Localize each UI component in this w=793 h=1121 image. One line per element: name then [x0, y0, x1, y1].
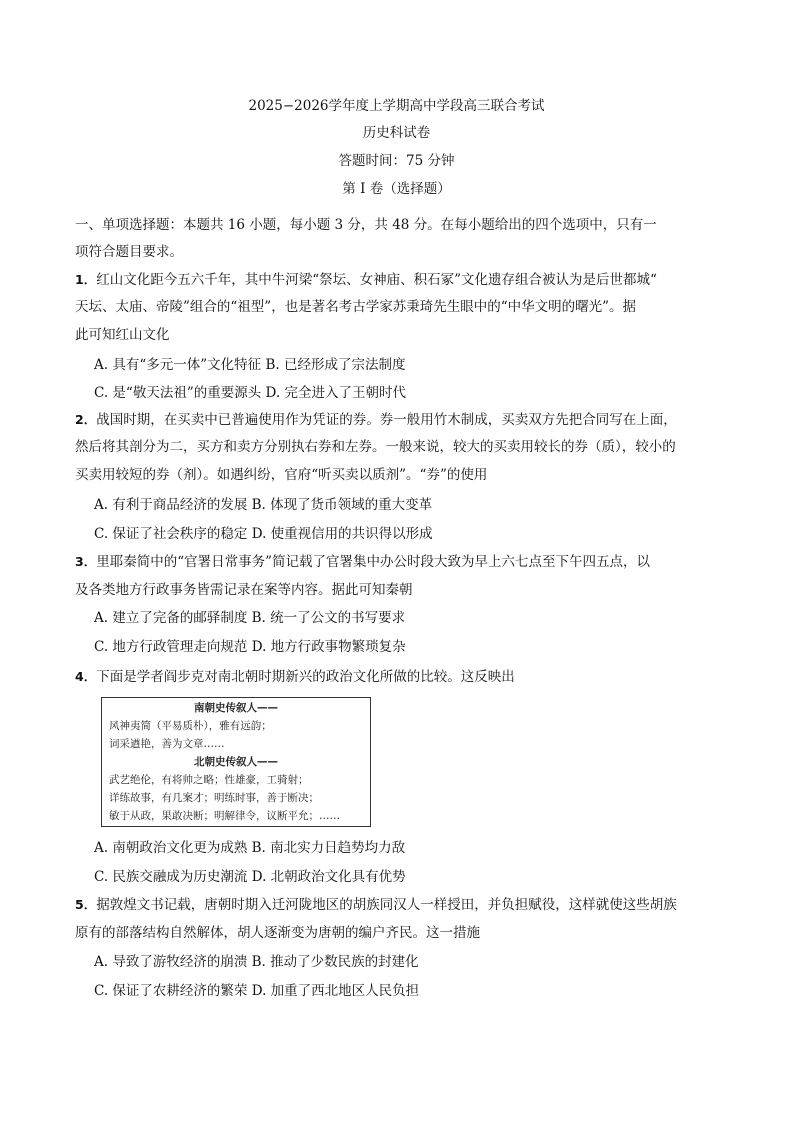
q4-options-ab [94, 839, 714, 857]
q2-line2: 然后将其剖分为二，买方和卖方分别执右券和左券。一般来说，较大的买卖用较长的券（质），较小的 [75, 439, 676, 455]
q3-option-d[interactable]: D. 地方行政事物繁琐复杂 [251, 639, 406, 655]
q1-option-a[interactable]: A. 具有“多元一体”文化特征 [94, 357, 262, 373]
section-instruction-line2: 项符合题目要求。 [75, 244, 183, 260]
q5-option-d[interactable]: D. 加重了西北地区人民负担 [251, 983, 420, 999]
q4-north-row2: 详练故事，有几案才；明练时事，善于断决； [109, 792, 319, 804]
q2-text-line1: 战国时期，在买卖中已普遍使用作为凭证的券。券一般用竹木制成，买卖双方先把合同写在上面， [96, 412, 677, 428]
q4-comparison-table [101, 697, 371, 827]
q4-number: 4． [75, 669, 97, 684]
q4-option-b[interactable]: B. 南北实力日趋势均力敌 [251, 840, 406, 856]
q3-option-a[interactable]: A. 建立了完备的邮驿制度 [94, 610, 248, 626]
q2-option-b[interactable]: B. 体现了货币领域的重大变革 [251, 497, 433, 513]
q5-number: 5． [75, 897, 97, 912]
q5-line1 [75, 896, 735, 914]
exam-time: 答题时间：75 分钟 [338, 153, 455, 169]
q2-option-a[interactable]: A. 有利于商品经济的发展 [94, 497, 248, 513]
q5-options-cd [94, 982, 714, 1000]
q2-line1 [75, 411, 735, 429]
q5-text-line1: 据敦煌文书记载，唐朝时期入迁河陇地区的胡族同汉人一样授田，并负担赋役，这样就使这些胡族 [96, 897, 677, 913]
q1-option-d[interactable]: D. 完全进入了王朝时代 [265, 385, 406, 401]
q1-line2: 天坛、太庙、帝陵”组合的“祖型”，也是著名考古学家苏秉琦先生眼中的“中华文明的曙光”。据 [75, 299, 637, 315]
q4-text-line1: 下面是学者阎步克对南北朝时期新兴的政治文化所做的比较。这反映出 [96, 669, 515, 685]
q4-north-row1: 武艺绝伦，有将帅之略；性雄豪，工骑射； [109, 774, 309, 786]
q5-options-ab [94, 953, 714, 971]
q1-number: 1． [75, 272, 97, 287]
q3-option-b[interactable]: B. 统一了公文的书写要求 [251, 610, 406, 626]
section-instruction-line1: 一、单项选择题：本题共 16 小题，每小题 3 分，共 48 分。在每小题给出的四个选项中，只有一 [75, 217, 657, 233]
q5-option-b[interactable]: B. 推动了少数民族的封建化 [251, 954, 419, 970]
q1-option-b[interactable]: B. 已经形成了宗法制度 [265, 357, 406, 373]
q3-line2: 及各类地方行政事务皆需记录在案等内容。据此可知秦朝 [75, 582, 413, 598]
q1-text-line1: 红山文化距今五六千年，其中牛河梁“祭坛、女神庙、积石冢”文化遗存组合被认为是后世都城“ [96, 272, 657, 288]
q2-option-c[interactable]: C. 保证了社会秩序的稳定 [94, 526, 248, 542]
q2-option-d[interactable]: D. 使重视信用的共识得以形成 [251, 526, 433, 542]
q4-south-heading: 南朝史传叙人—— [194, 702, 278, 714]
q3-text-line1: 里耶秦简中的“官署日常事务”简记载了官署集中办公时段大致为早上六七点至下午四五点，以 [96, 554, 651, 570]
q3-option-c[interactable]: C. 地方行政管理走向规范 [94, 639, 248, 655]
q4-options-cd [94, 868, 714, 886]
q3-line1 [75, 553, 735, 571]
q4-south-row1: 风神夷简（平易质朴），雅有远韵； [109, 720, 272, 732]
q4-option-c[interactable]: C. 民族交融成为历史潮流 [94, 869, 248, 885]
q5-option-c[interactable]: C. 保证了农耕经济的繁荣 [94, 983, 248, 999]
q4-north-heading: 北朝史传叙人—— [194, 756, 278, 768]
q1-options-cd [94, 384, 714, 402]
q3-options-ab [94, 609, 714, 627]
q4-option-d[interactable]: D. 北朝政治文化具有优势 [251, 869, 406, 885]
exam-subject: 历史科试卷 [362, 125, 431, 141]
q3-number: 3． [75, 554, 97, 569]
q4-option-a[interactable]: A. 南朝政治文化更为成熟 [94, 840, 248, 856]
q2-options-ab [94, 496, 714, 514]
exam-title: 2025−2026学年度上学期高中学段高三联合考试 [248, 98, 545, 114]
q1-line3: 此可知红山文化 [75, 327, 170, 343]
exam-volume: 第 I 卷（选择题） [342, 181, 451, 197]
q3-options-cd [94, 638, 714, 656]
q4-north-row3: 敏于从政，果敢决断；明解律令，议断平允；…… [109, 810, 340, 822]
q4-south-row2: 词采遒艳，善为文章…… [109, 738, 225, 750]
q4-line1 [75, 668, 735, 686]
q1-option-c[interactable]: C. 是“敬天法祖”的重要源头 [94, 385, 262, 401]
q2-line3: 买卖用较短的券（剂）。如遇纠纷，官府“听买卖以质剂”。“券”的使用 [75, 467, 488, 483]
q2-number: 2． [75, 412, 97, 427]
q5-option-a[interactable]: A. 导致了游牧经济的崩溃 [94, 954, 248, 970]
q1-options-ab [94, 356, 714, 374]
q5-line2: 原有的部落结构自然解体，胡人逐渐变为唐朝的编户齐民。这一措施 [75, 925, 480, 941]
q2-options-cd [94, 525, 714, 543]
q1-line1 [75, 271, 735, 289]
